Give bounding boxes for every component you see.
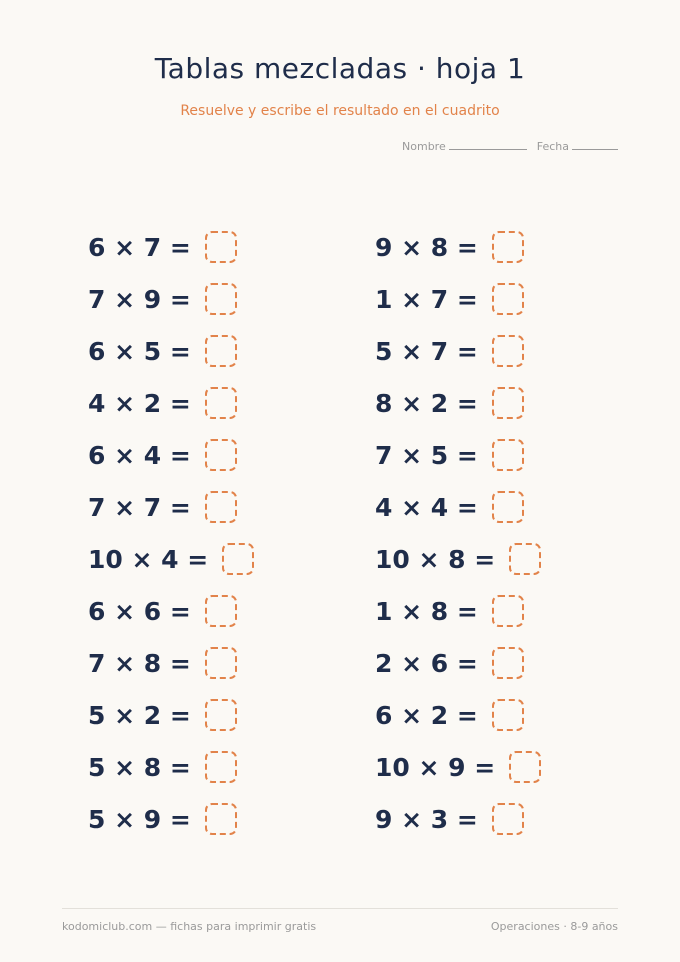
- problem-expression: 10 × 4 =: [88, 545, 209, 574]
- problem-expression: 5 × 2 =: [88, 701, 191, 730]
- problem-row: [375, 230, 541, 282]
- problem-expression: 7 × 7 =: [88, 493, 191, 522]
- problem-row: [375, 646, 541, 698]
- problem-expression: 6 × 5 =: [88, 337, 191, 366]
- problem-row: [88, 802, 254, 854]
- answer-box[interactable]: [205, 751, 237, 783]
- problem-row: [375, 386, 541, 438]
- problem-row: [88, 698, 254, 750]
- problem-expression: 7 × 9 =: [88, 285, 191, 314]
- answer-box[interactable]: [492, 491, 524, 523]
- problem-expression: 5 × 7 =: [375, 337, 478, 366]
- problem-expression: 10 × 8 =: [375, 545, 496, 574]
- date-label: Fecha: [536, 140, 569, 153]
- problem-row: [88, 334, 254, 386]
- name-label: Nombre: [402, 140, 446, 153]
- problems-column-left: [88, 230, 254, 854]
- answer-box[interactable]: [205, 595, 237, 627]
- student-info-row: [402, 139, 618, 153]
- answer-box[interactable]: [492, 283, 524, 315]
- answer-box[interactable]: [492, 647, 524, 679]
- page-title: Tablas mezcladas · hoja 1: [154, 52, 526, 85]
- footer-divider: [62, 908, 618, 909]
- problem-expression: 6 × 2 =: [375, 701, 478, 730]
- problem-row: [88, 438, 254, 490]
- problem-row: [375, 542, 541, 594]
- problem-expression: 1 × 7 =: [375, 285, 478, 314]
- answer-box[interactable]: [205, 283, 237, 315]
- problems-column-right: [375, 230, 541, 854]
- answer-box[interactable]: [492, 803, 524, 835]
- problem-row: [375, 282, 541, 334]
- problem-row: [88, 542, 254, 594]
- page-subtitle: Resuelve y escribe el resultado en el cuadrito: [180, 103, 500, 119]
- problem-row: [375, 802, 541, 854]
- problem-expression: 5 × 9 =: [88, 805, 191, 834]
- problem-row: [375, 594, 541, 646]
- footer-source: kodomiclub.com — fichas para imprimir gratis: [62, 920, 317, 933]
- problem-expression: 6 × 4 =: [88, 441, 191, 470]
- footer-category: Operaciones · 8-9 años: [490, 920, 618, 933]
- problem-row: [88, 282, 254, 334]
- answer-box[interactable]: [509, 543, 541, 575]
- name-field[interactable]: [402, 139, 527, 153]
- problem-row: [88, 594, 254, 646]
- answer-box[interactable]: [205, 387, 237, 419]
- problem-expression: 10 × 9 =: [375, 753, 496, 782]
- answer-box[interactable]: [205, 647, 237, 679]
- answer-box[interactable]: [492, 335, 524, 367]
- answer-box[interactable]: [509, 751, 541, 783]
- problem-row: [88, 646, 254, 698]
- problem-expression: 8 × 2 =: [375, 389, 478, 418]
- problem-expression: 9 × 3 =: [375, 805, 478, 834]
- problem-expression: 5 × 8 =: [88, 753, 191, 782]
- answer-box[interactable]: [492, 439, 524, 471]
- problem-row: [88, 386, 254, 438]
- problem-row: [375, 334, 541, 386]
- answer-box[interactable]: [205, 335, 237, 367]
- answer-box[interactable]: [205, 803, 237, 835]
- problem-expression: 2 × 6 =: [375, 649, 478, 678]
- problem-expression: 6 × 6 =: [88, 597, 191, 626]
- date-line: [572, 139, 618, 150]
- answer-box[interactable]: [492, 595, 524, 627]
- problem-expression: 7 × 5 =: [375, 441, 478, 470]
- answer-box[interactable]: [492, 231, 524, 263]
- name-line: [449, 139, 527, 150]
- problem-expression: 9 × 8 =: [375, 233, 478, 262]
- problem-expression: 4 × 4 =: [375, 493, 478, 522]
- answer-box[interactable]: [205, 699, 237, 731]
- answer-box[interactable]: [205, 231, 237, 263]
- problem-row: [375, 698, 541, 750]
- problem-expression: 7 × 8 =: [88, 649, 191, 678]
- answer-box[interactable]: [205, 439, 237, 471]
- problem-row: [375, 750, 541, 802]
- answer-box[interactable]: [222, 543, 254, 575]
- answer-box[interactable]: [205, 491, 237, 523]
- problem-row: [88, 230, 254, 282]
- problem-expression: 6 × 7 =: [88, 233, 191, 262]
- problem-row: [375, 438, 541, 490]
- problem-expression: 1 × 8 =: [375, 597, 478, 626]
- problem-expression: 4 × 2 =: [88, 389, 191, 418]
- date-field[interactable]: [537, 139, 618, 153]
- answer-box[interactable]: [492, 387, 524, 419]
- problem-row: [88, 490, 254, 542]
- answer-box[interactable]: [492, 699, 524, 731]
- problem-row: [88, 750, 254, 802]
- problem-row: [375, 490, 541, 542]
